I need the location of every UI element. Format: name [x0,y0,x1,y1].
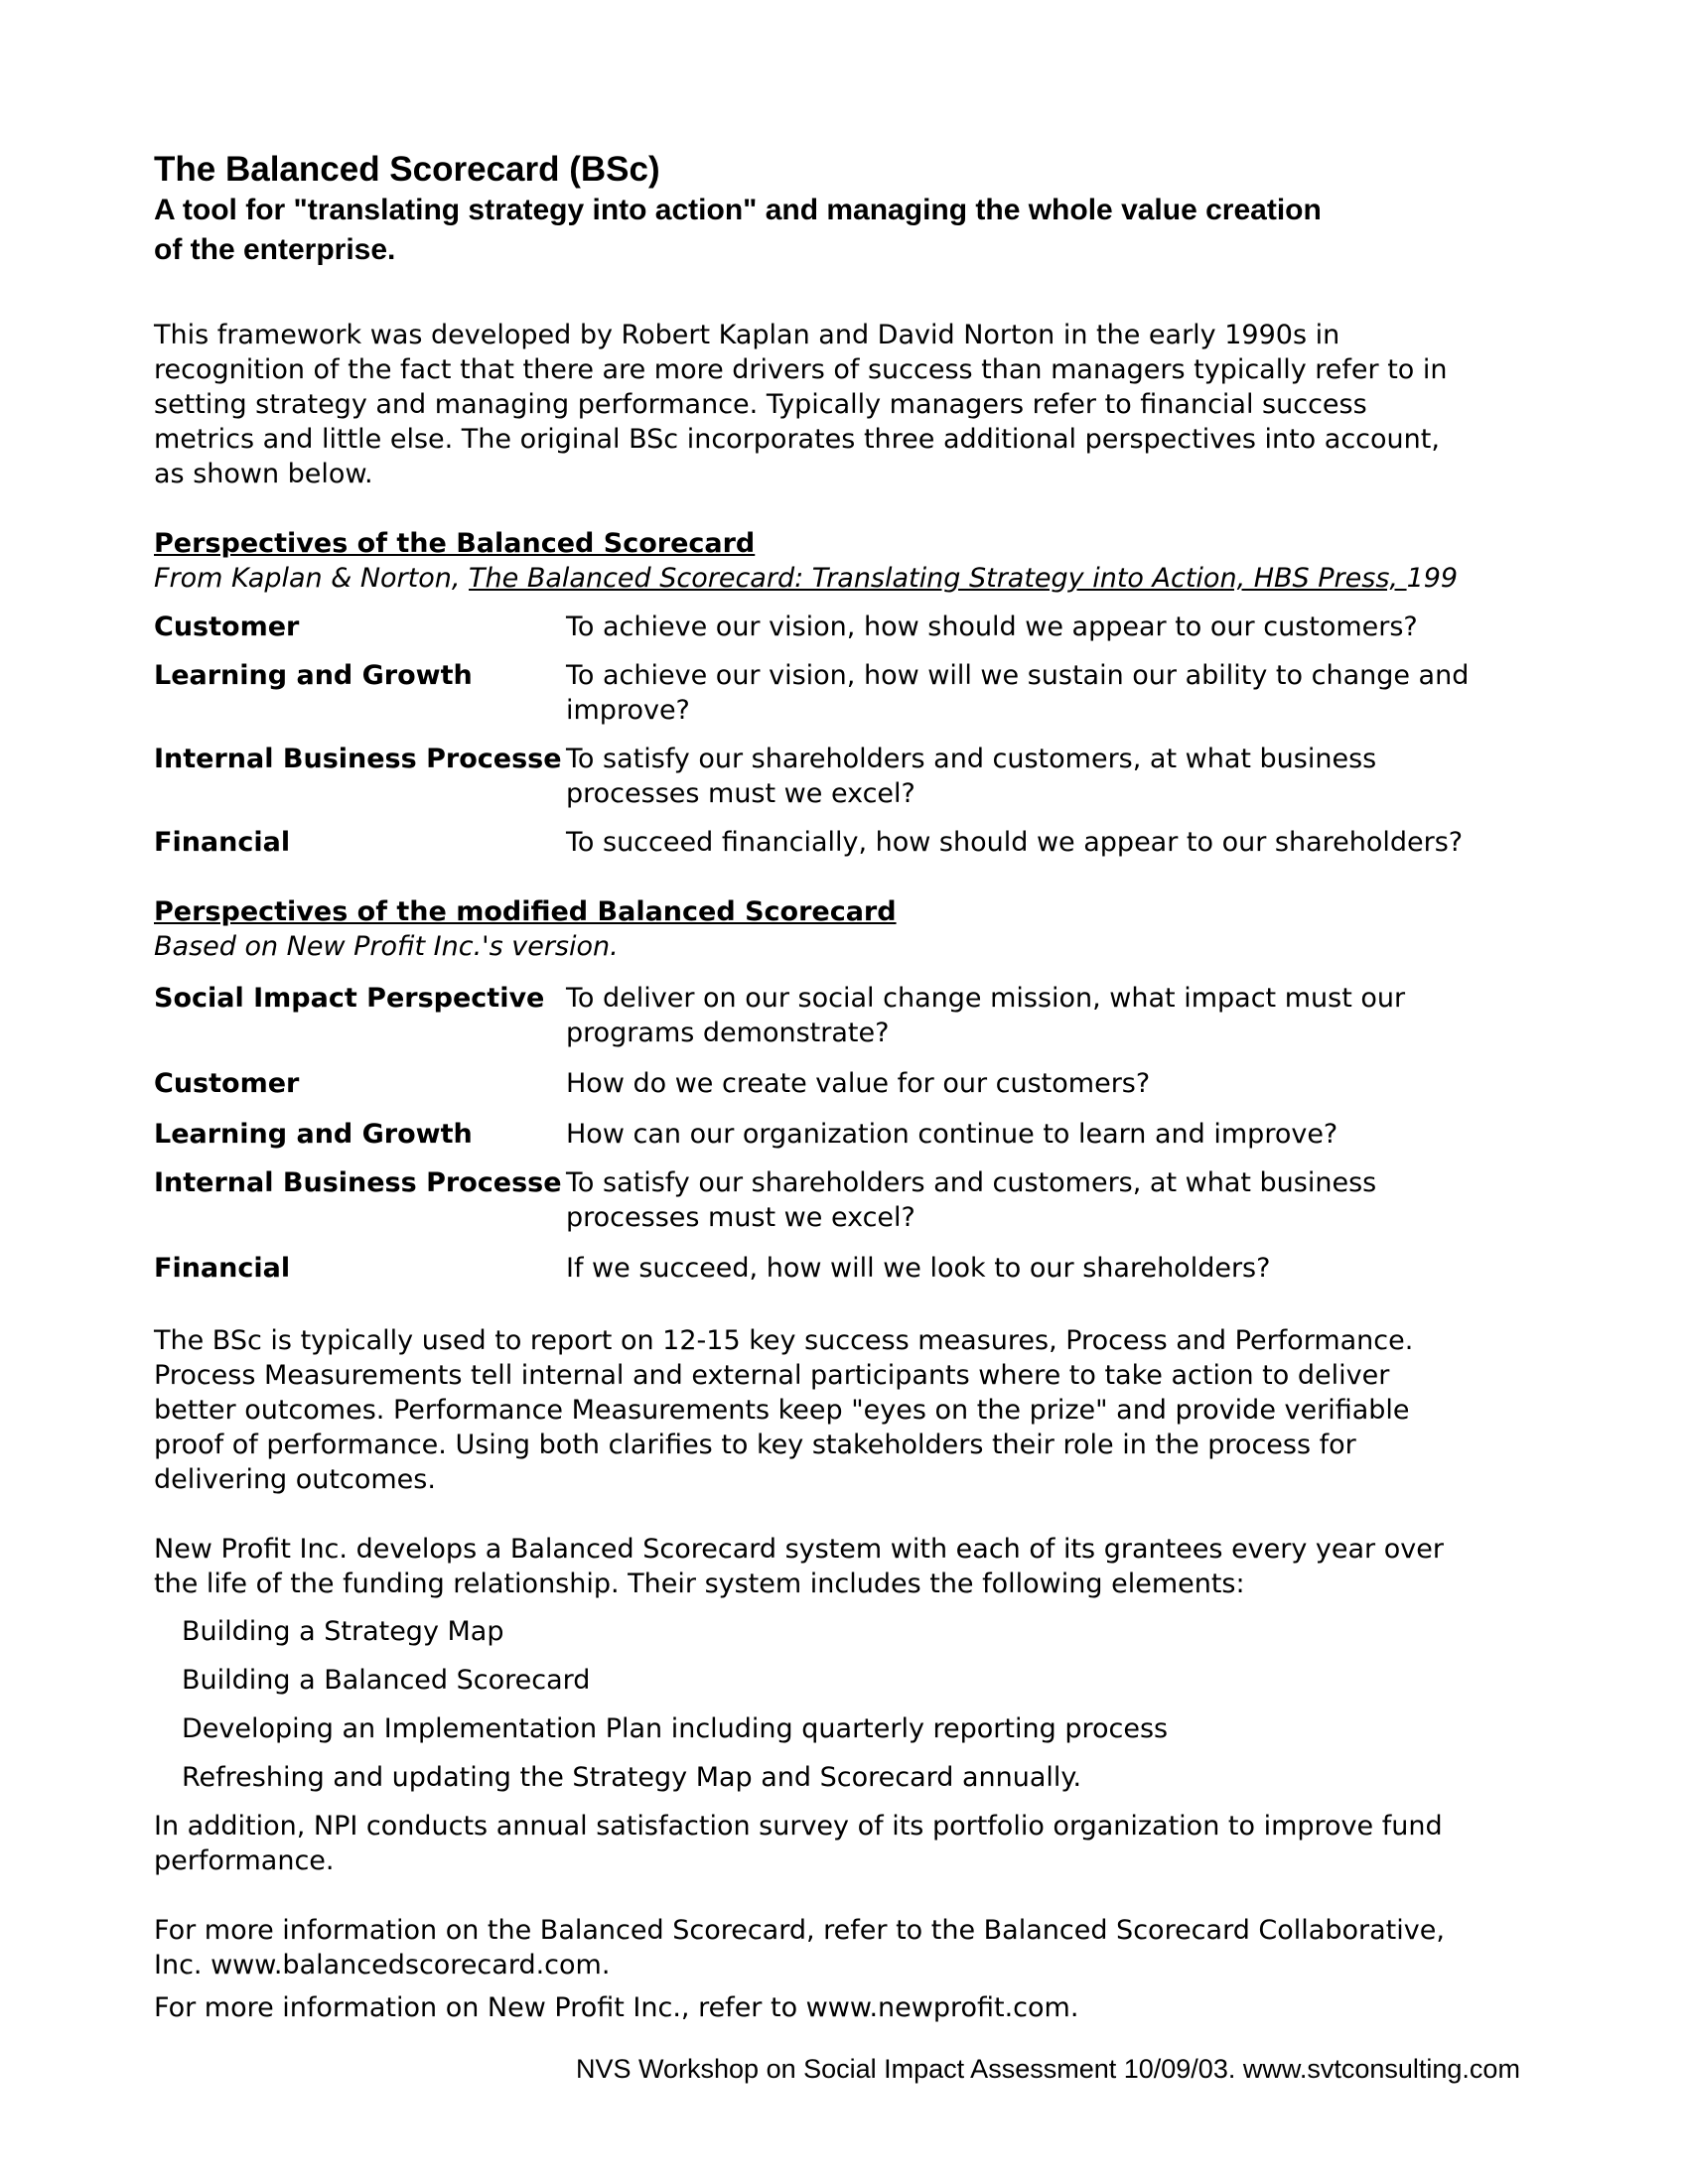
perspective-question: To satisfy our shareholders and customers, at what business processes must we excel? [566,1167,1377,1233]
list-item: Building a Balanced Scorecard [182,1665,591,1696]
perspective-row [154,825,1544,860]
elements-list [182,1614,1544,1795]
perspective-row [154,658,1544,728]
perspective-row [154,1066,1544,1101]
section-heading: Perspectives of the Balanced Scorecard [154,528,756,559]
section-original-bsc [154,526,1544,860]
section-source [154,561,1544,596]
perspective-term: Learning and Growth [154,660,473,691]
list-item: Refreshing and updating the Strategy Map and Scorecard annually. [182,1762,1082,1793]
perspective-term: Internal Business Processe [154,1167,562,1198]
perspective-row [154,981,1544,1050]
perspective-question: To succeed financially, how should we appear to our shareholders? [566,827,1464,858]
section-modified-bsc [154,894,1544,1286]
intro-paragraph: This framework was developed by Robert Kaplan and David Norton in the early 1990s in recognition of the fact that there are more drivers of success than managers typically refer to in setting strategy and managing performance. Typically managers refer to financial success metrics and little else. The original BSc incorporates three additional perspectives into account, as shown below. [154,320,1448,489]
perspective-row [154,1251,1544,1286]
source-title: The Balanced Scorecard: Translating Strategy into Action, HBS Press, [469,563,1407,594]
perspective-term: Financial [154,827,291,858]
perspective-row [154,610,1544,644]
section-source: Based on New Profit Inc.'s version. [154,931,619,962]
measures-paragraph: The BSc is typically used to report on 12-15 key success measures, Process and Performance. Process Measurements tell internal and external participants where to take action to deliver better outcomes. Performance Measurements keep "eyes on the prize" and provide verifiable proof of performance. Using both clarifies to key stakeholders their role in the process for delivering outcomes. [154,1325,1414,1495]
perspective-term: Customer [154,612,300,642]
list-item: Building a Strategy Map [182,1616,504,1647]
perspective-row [154,1117,1544,1152]
document-page [154,149,1544,2025]
perspective-term: Social Impact Perspective [154,983,545,1014]
source-suffix: 199 [1406,563,1459,594]
more-info-bsc: For more information on the Balanced Scorecard, refer to the Balanced Scorecard Collaborative, Inc. www.balancedscorecard.com. [154,1915,1445,1980]
perspective-term: Financial [154,1253,291,1284]
perspective-question: How can our organization continue to learn and improve? [566,1119,1338,1150]
perspective-term: Learning and Growth [154,1119,473,1150]
perspective-question: How do we create value for our customers? [566,1068,1151,1099]
perspective-question: To achieve our vision, how will we sustain our ability to change and improve? [566,660,1470,726]
perspective-question: To deliver on our social change mission, what impact must our programs demonstrate? [566,983,1406,1048]
npi-paragraph: New Profit Inc. develops a Balanced Scorecard system with each of its grantees every year over the life of the funding relationship. Their system includes the following elements: [154,1534,1444,1599]
page-subtitle: A tool for "translating strategy into action" and managing the whole value creation of the enterprise. [154,194,1322,266]
survey-paragraph: In addition, NPI conducts annual satisfaction survey of its portfolio organization to improve fund performance. [154,1811,1443,1876]
perspective-question: To satisfy our shareholders and customers, at what business processes must we excel? [566,744,1377,809]
page-footer: NVS Workshop on Social Impact Assessment 10/09/03. www.svtconsulting.com [576,2054,1520,2084]
perspective-question: If we succeed, how will we look to our shareholders? [566,1253,1271,1284]
more-info-npi: For more information on New Profit Inc., refer to www.newprofit.com. [154,1992,1079,2023]
perspective-term: Customer [154,1068,300,1099]
section-heading: Perspectives of the modified Balanced Scorecard [154,896,897,927]
list-item: Developing an Implementation Plan including quarterly reporting process [182,1713,1169,1744]
page-title: The Balanced Scorecard (BSc) [154,150,660,189]
source-prefix: From Kaplan & Norton, [154,563,470,594]
perspective-question: To achieve our vision, how should we appear to our customers? [566,612,1418,642]
perspective-row [154,1165,1544,1235]
perspective-row [154,742,1544,811]
perspective-term: Internal Business Processe [154,744,562,774]
